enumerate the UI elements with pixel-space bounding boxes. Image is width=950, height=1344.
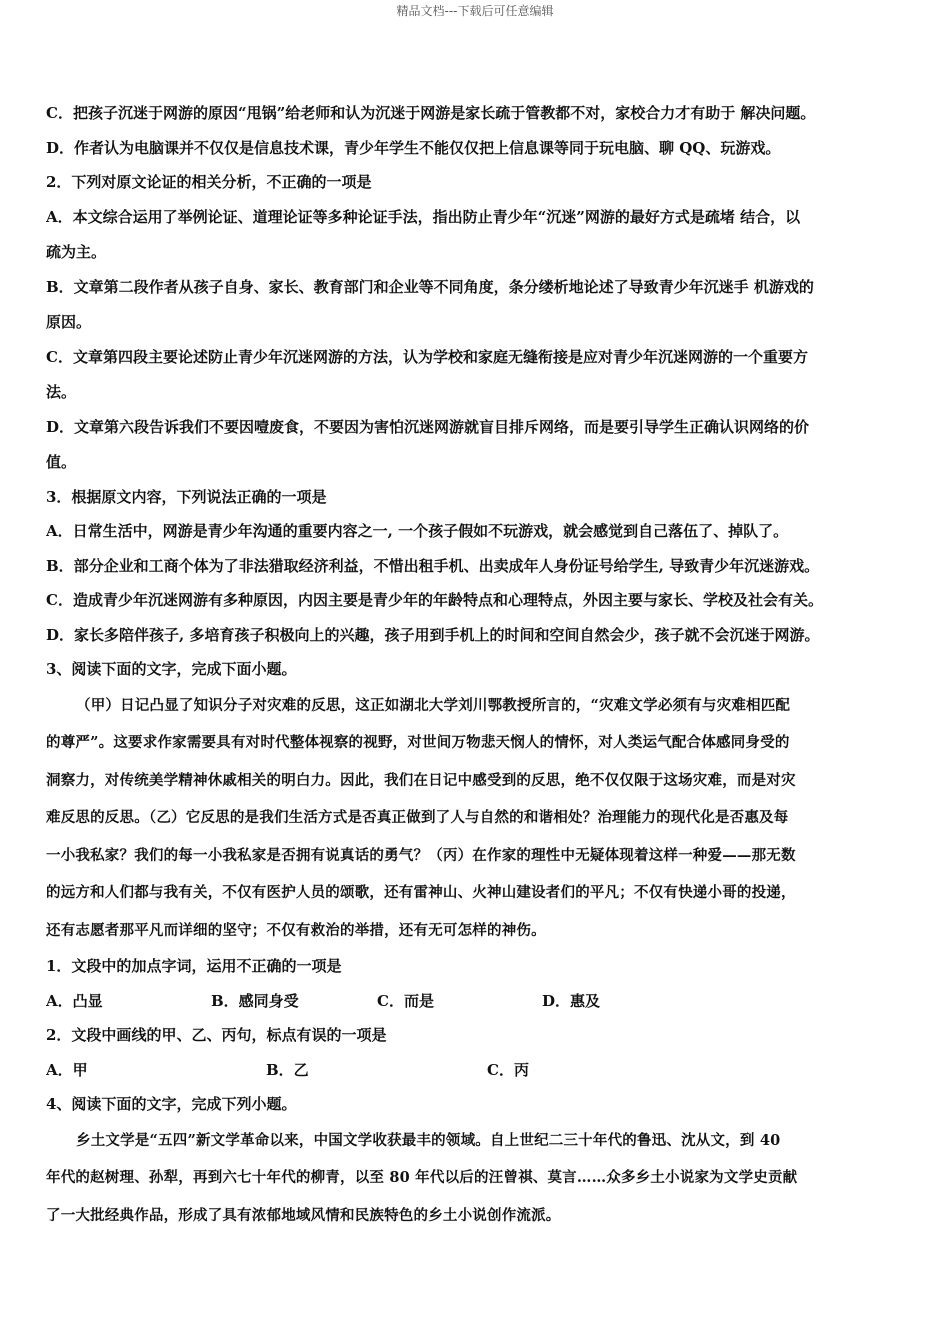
option-line: B．部分企业和工商个体为了非法猎取经济利益，不惜出租手机、出卖成年人身份证号给学生, 导致青少年沉迷游戏。 — [46, 556, 820, 575]
option-line-cont: 原因。 — [46, 312, 92, 331]
passage-line: 了一大批经典作品，形成了具有浓郁地域风情和民族特色的乡土小说创作流派。 — [46, 1206, 561, 1224]
option-line-cont: 值。 — [46, 452, 77, 471]
option-line: A．日常生活中，网游是青少年沟通的重要内容之一, 一个孩子假如不玩游戏，就会感觉到自己落伍了、掉队了。 — [46, 522, 789, 540]
option-c: C．丙 — [487, 1060, 529, 1079]
passage-line: 还有志愿者那平凡而详细的坚守；不仅有救治的举措，还有无可怎样的神伤。 — [46, 921, 546, 939]
option-line: C．把孩子沉迷于网游的原因“甩锅”给老师和认为沉迷于网游是家长疏于管教都不对，家校合力才有助于 解决问题。 — [46, 104, 816, 122]
option-d: D．惠及 — [542, 991, 601, 1010]
option-line-cont: 疏为主。 — [46, 242, 107, 261]
section-heading: 3、阅读下面的文字，完成下面小题。 — [46, 660, 297, 678]
option-b: B．乙 — [266, 1060, 309, 1079]
passage-line: 洞察力，对传统美学精神休戚相关的明白力。因此，我们在日记中感受到的反思，绝不仅仅限于这场灾难，而是对灾 — [46, 771, 796, 789]
question-stem: 2．下列对原文论证的相关分析，不正确的一项是 — [46, 173, 372, 191]
option-line: C．文章第四段主要论述防止青少年沉迷网游的方法，认为学校和家庭无缝衔接是应对青少年沉迷网游的一个重要方 — [46, 347, 808, 366]
option-a: A．甲 — [46, 1060, 88, 1079]
passage-line: 难反思的反思。（乙）它反思的是我们生活方式是否真正做到了人与自然的和谐相处？治理能力的现代化是否惠及每 — [46, 809, 789, 826]
page-header: 精品文档---下载后可任意编辑 — [396, 4, 554, 18]
passage-line: （甲）日记凸显了知识分子对灾难的反思，这正如湖北大学刘川鄂教授所言的，“灾难文学必须有与灾难相匹配 — [76, 696, 791, 714]
option-line: B．文章第二段作者从孩子自身、家长、教育部门和企业等不同角度，条分缕析地论述了导致青少年沉迷手 机游戏的 — [46, 277, 814, 296]
option-line: C．造成青少年沉迷网游有多种原因，内因主要是青少年的年龄特点和心理特点，外因主要与家长、学校及社会有关。 — [46, 591, 823, 609]
section-heading: 4、阅读下面的文字，完成下列小题。 — [46, 1095, 297, 1113]
question-stem: 2．文段中画线的甲、乙、丙句，标点有误的一项是 — [46, 1026, 387, 1044]
option-line-cont: 法。 — [46, 382, 77, 401]
option-line: A．本文综合运用了举例论证、道理论证等多种论证手法，指出防止青少年“沉迷”网游的最好方式是疏堵 结合，以 — [46, 207, 801, 226]
option-line: D．作者认为电脑课并不仅仅是信息技术课，青少年学生不能仅仅把上信息课等同于玩电脑、聊 QQ、玩游戏。 — [46, 138, 781, 157]
passage-line: 年代的赵树理、孙犁，再到六七十年代的柳青，以至 80 年代以后的汪曾祺、莫言……众多乡土小说家为文学史贡献 — [46, 1169, 798, 1186]
option-a: A．凸显 — [46, 991, 103, 1010]
option-line: D．文章第六段告诉我们不要因噎废食，不要因为害怕沉迷网游就盲目排斥网络，而是要引导学生正确认识网络的价 — [46, 417, 810, 436]
passage-line: 的尊严”。这要求作家需要具有对时代整体视察的视野，对世间万物悲天悯人的情怀，对人类运气配合体感同身受的 — [46, 734, 790, 751]
passage-line: 一小我私家？我们的每一小我私家是否拥有说真话的勇气？（丙）在作家的理性中无疑体现着这样一种爱——那无数 — [46, 846, 796, 864]
option-b: B．感同身受 — [211, 991, 299, 1010]
passage-line: 的远方和人们都与我有关，不仅有医护人员的颂歌，还有雷神山、火神山建设者们的平凡；不仅有快递小哥的投递， — [46, 884, 796, 901]
answer-options — [46, 984, 918, 1019]
option-line: D．家长多陪伴孩子, 多培育孩子积极向上的兴趣，孩子用到手机上的时间和空间自然会少，孩子就不会沉迷于网游。 — [46, 625, 820, 644]
question-stem: 1．文段中的加点字词，运用不正确的一项是 — [46, 957, 342, 975]
answer-options — [46, 1053, 918, 1088]
question-stem: 3．根据原文内容，下列说法正确的一项是 — [46, 487, 327, 506]
document-body — [46, 96, 918, 1234]
option-c: C．而是 — [377, 991, 434, 1010]
passage-line: 乡土文学是“五四”新文学革命以来，中国文学收获最丰的领域。自上世纪二三十年代的鲁迅、沈从文，到 40 — [76, 1131, 781, 1149]
